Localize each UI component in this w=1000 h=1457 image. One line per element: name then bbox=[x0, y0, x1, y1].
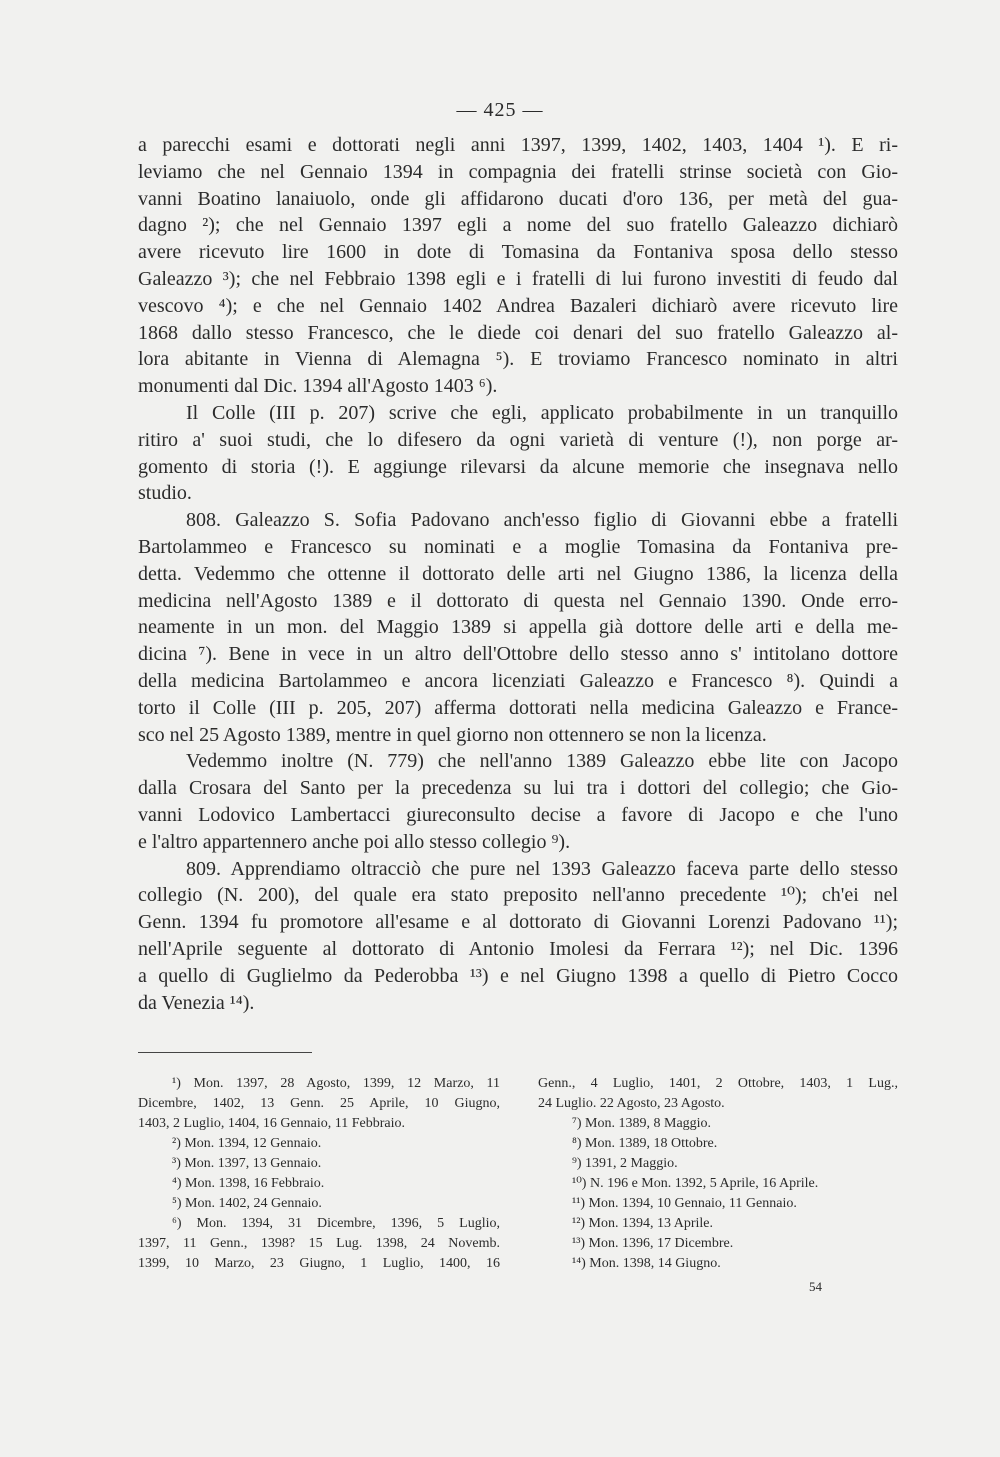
footnote-line: ¹²) Mon. 1394, 13 Aprile. bbox=[572, 1216, 713, 1231]
body-line: da Venezia ¹⁴). bbox=[138, 991, 255, 1014]
body-line: e l'altro appartennero anche poi allo stesso collegio ⁹). bbox=[138, 830, 571, 853]
body-line: detta. Vedemmo che ottenne il dottorato delle arti nel Giugno 1386, la licenza della bbox=[138, 562, 898, 585]
body-line: ritiro a' suoi studi, che lo difesero da ogni varietà di venture (!), non porge ar- bbox=[138, 428, 898, 451]
footnote-line: ¹⁰) N. 196 e Mon. 1392, 5 Aprile, 16 Aprile. bbox=[572, 1176, 819, 1191]
footnote-line: 24 Luglio. 22 Agosto, 23 Agosto. bbox=[538, 1096, 725, 1111]
footnote-line: ¹) Mon. 1397, 28 Agosto, 1399, 12 Marzo, 11 bbox=[172, 1076, 500, 1091]
body-line: Genn. 1394 fu promotore all'esame e al dottorato di Giovanni Lorenzi Padovano ¹¹); bbox=[138, 911, 898, 934]
footnotes-right-column bbox=[538, 1074, 898, 1274]
body-line: neamente in un mon. del Maggio 1389 si appella già dottore delle arti e della me- bbox=[138, 616, 898, 639]
body-line: Galeazzo ³); che nel Febbraio 1398 egli e i fratelli di lui furono investiti di feudo dal bbox=[138, 267, 898, 290]
signature-mark: 54 bbox=[809, 1279, 822, 1294]
body-line: Bartolammeo e Francesco su nominati e a moglie Tomasina da Fontaniva pre- bbox=[138, 535, 898, 558]
body-line: vanni Lodovico Lambertacci giureconsulto decise a favore di Jacopo e che l'uno bbox=[138, 803, 898, 826]
body-line: vescovo ⁴); e che nel Gennaio 1402 Andrea Bazaleri dichiarò avere ricevuto lire bbox=[138, 294, 898, 317]
footnote-line: 1403, 2 Luglio, 1404, 16 Gennaio, 11 Febbraio. bbox=[138, 1116, 406, 1131]
body-line: monumenti dal Dic. 1394 all'Agosto 1403 ⁶). bbox=[138, 375, 498, 398]
body-line: torto il Colle (III p. 205, 207) afferma dottorati nella medicina Galeazzo e France- bbox=[138, 696, 898, 719]
footnote-line: ⁵) Mon. 1402, 24 Gennaio. bbox=[172, 1196, 322, 1211]
body-line: a quello di Guglielmo da Pederobba ¹³) e nel Giugno 1398 a quello di Pietro Cocco bbox=[138, 964, 898, 987]
body-line: a parecchi esami e dottorati negli anni 1397, 1399, 1402, 1403, 1404 ¹). E ri- bbox=[138, 134, 898, 156]
body-text bbox=[138, 132, 898, 1016]
page-number: — 425 — bbox=[456, 99, 544, 121]
body-line: studio. bbox=[138, 482, 192, 505]
body-line: collegio (N. 200), del quale era stato preposito nell'anno precedente ¹⁰); ch'ei nel bbox=[138, 884, 898, 907]
footnote-line: ¹¹) Mon. 1394, 10 Gennaio, 11 Gennaio. bbox=[572, 1196, 797, 1211]
body-line: avere ricevuto lire 1600 in dote di Tomasina da Fontaniva sposa dello stesso bbox=[138, 241, 898, 264]
body-line: dalla Crosara del Santo per la precedenza su lui tra i dottori del collegio; che Gio- bbox=[138, 777, 898, 800]
footnote-line: ³) Mon. 1397, 13 Gennaio. bbox=[172, 1156, 322, 1171]
footnote-separator bbox=[138, 1052, 312, 1053]
body-line: nell'Aprile seguente al dottorato di Antonio Imolesi da Ferrara ¹²); nel Dic. 1396 bbox=[138, 937, 898, 960]
body-line: sco nel 25 Agosto 1389, mentre in quel giorno non ottennero se non la licenza. bbox=[138, 723, 767, 746]
footnote-line: 1399, 10 Marzo, 23 Giugno, 1 Luglio, 1400, 16 bbox=[138, 1256, 500, 1271]
footnote-line: ²) Mon. 1394, 12 Gennaio. bbox=[172, 1136, 322, 1151]
body-line: lora abitante in Vienna di Alemagna ⁵). E troviamo Francesco nominato in altri bbox=[138, 348, 898, 371]
body-line: 1868 dallo stesso Francesco, che le diede coi denari del suo fratello Galeazzo al- bbox=[138, 321, 898, 344]
body-line: Vedemmo inoltre (N. 779) che nell'anno 1389 Galeazzo ebbe lite con Jacopo bbox=[186, 750, 898, 773]
body-line: gomento di storia (!). E aggiunge rilevarsi da alcune memorie che insegnava nello bbox=[138, 455, 898, 478]
body-line: leviamo che nel Gennaio 1394 in compagnia dei fratelli strinse società con Gio- bbox=[138, 160, 898, 183]
footnote-line: ⁴) Mon. 1398, 16 Febbraio. bbox=[172, 1176, 325, 1191]
footnotes-left-column bbox=[138, 1074, 500, 1274]
footnote-line: ¹⁴) Mon. 1398, 14 Giugno. bbox=[572, 1256, 721, 1271]
footnote-line: ⁸) Mon. 1389, 18 Ottobre. bbox=[572, 1136, 718, 1151]
footnote-line: Genn., 4 Luglio, 1401, 2 Ottobre, 1403, 1 Lug., bbox=[538, 1076, 898, 1091]
footnote-line: 1397, 11 Genn., 1398? 15 Lug. 1398, 24 Novemb. bbox=[138, 1236, 500, 1251]
footnote-line: ⁹) 1391, 2 Maggio. bbox=[572, 1156, 678, 1171]
footnote-line: ⁶) Mon. 1394, 31 Dicembre, 1396, 5 Luglio, bbox=[172, 1216, 500, 1231]
body-line: vanni Boatino lanaiuolo, onde gli affidarono ducati d'oro 136, per metà del gua- bbox=[138, 187, 898, 210]
body-line: 808. Galeazzo S. Sofia Padovano anch'esso figlio di Giovanni ebbe a fratelli bbox=[186, 509, 898, 532]
body-line: della medicina Bartolammeo e ancora licenziati Galeazzo e Francesco ⁸). Quindi a bbox=[138, 669, 898, 692]
body-line: dicina ⁷). Bene in vece in un altro dell'Ottobre dello stesso anno s' intitolano dottore bbox=[138, 643, 898, 666]
footnote-line: ¹³) Mon. 1396, 17 Dicembre. bbox=[572, 1236, 734, 1251]
body-line: medicina nell'Agosto 1389 e il dottorato di questa nel Gennaio 1390. Onde erro- bbox=[138, 589, 898, 612]
body-line: Il Colle (III p. 207) scrive che egli, applicato probabilmente in un tranquillo bbox=[186, 401, 898, 424]
body-line: 809. Apprendiamo oltracciò che pure nel 1393 Galeazzo faceva parte dello stesso bbox=[186, 857, 898, 880]
footnote-line: Dicembre, 1402, 13 Genn. 25 Aprile, 10 Giugno, bbox=[138, 1096, 500, 1111]
body-line: dagno ²); che nel Gennaio 1397 egli a nome del suo fratello Galeazzo dichiarò bbox=[138, 214, 898, 237]
footnote-line: ⁷) Mon. 1389, 8 Maggio. bbox=[572, 1116, 712, 1131]
